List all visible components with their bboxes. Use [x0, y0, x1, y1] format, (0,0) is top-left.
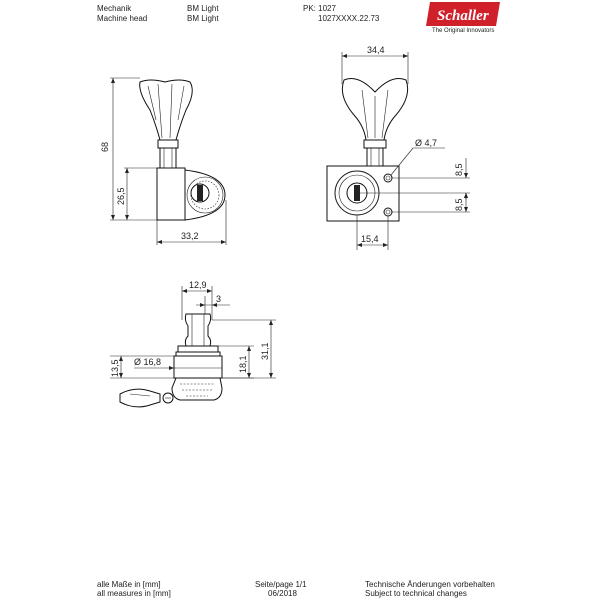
logo-tagline: The Original Innovators	[432, 28, 495, 34]
dim-dia-16-8: Ø 16,8	[134, 357, 162, 367]
label-en: Machine head	[97, 14, 148, 23]
dim-26-5: 26,5	[116, 187, 126, 205]
label-de: Mechanik	[97, 4, 132, 13]
footer-notice-en: Subject to technical changes	[365, 589, 467, 598]
footer-page: Seite/page 1/1	[255, 580, 307, 589]
dim-3: 3	[216, 294, 222, 304]
model-de: BM Light	[187, 4, 219, 13]
dim-13-5: 13,5	[110, 359, 120, 377]
footer-date: 06/2018	[268, 589, 297, 598]
footer-measures-de: alle Maße in [mm]	[97, 580, 161, 589]
dim-dia-4-7: Ø 4,7	[415, 138, 438, 148]
front-view	[327, 45, 470, 250]
dim-15-4: 15,4	[361, 234, 379, 244]
pk-number: PK: 1027	[303, 4, 336, 13]
logo-brand: Schaller	[437, 8, 489, 24]
mounting-view	[110, 280, 276, 407]
dim-68: 68	[100, 141, 110, 152]
schaller-logo	[426, 2, 500, 26]
side-view	[100, 78, 226, 245]
dim-33-2: 33,2	[181, 231, 199, 241]
dim-31-1: 31,1	[260, 342, 270, 360]
dim-8-5-lower: 8,5	[454, 198, 464, 211]
article-code: 1027XXXX.22.73	[318, 14, 380, 23]
dim-34-4: 34,4	[367, 45, 385, 55]
side-view-button	[140, 80, 193, 140]
footer-notice-de: Technische Änderungen vorbehalten	[365, 580, 495, 589]
dim-18-1: 18,1	[238, 355, 248, 373]
dim-8-5-upper: 8,5	[454, 163, 464, 176]
footer-measures-en: all measures in [mm]	[97, 589, 171, 598]
model-en: BM Light	[187, 14, 219, 23]
dim-12-9: 12,9	[189, 280, 207, 290]
